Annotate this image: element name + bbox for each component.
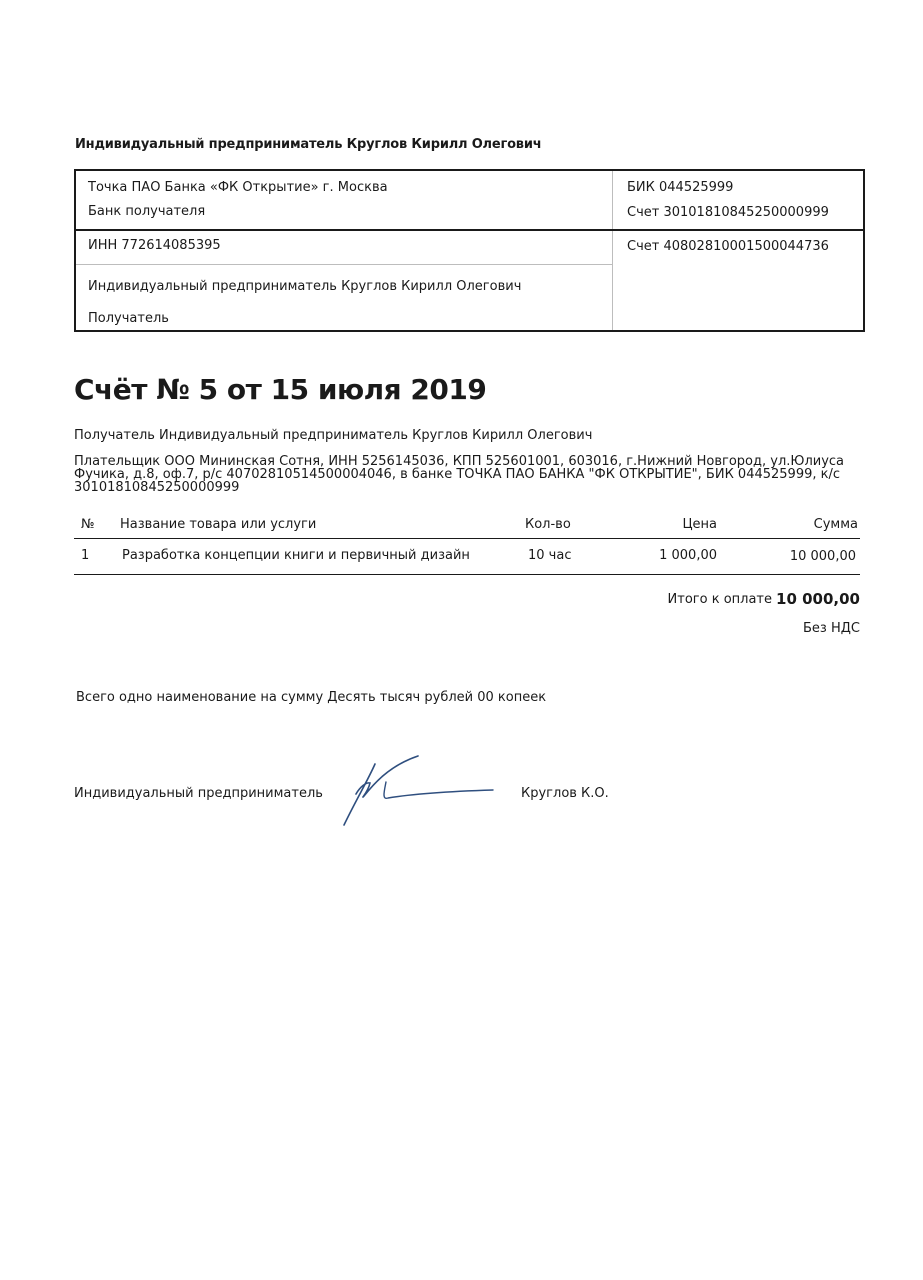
column-header-qty: Кол-во xyxy=(525,517,571,532)
total-value: 10 000,00 xyxy=(776,590,860,608)
recipient-line: Получатель Индивидуальный предприниматель Круглов Кирилл Олегович xyxy=(74,428,593,443)
bank-name: Точка ПАО Банка «ФК Открытие» г. Москва xyxy=(88,180,388,195)
bank-label: Банк получателя xyxy=(88,204,206,219)
row-num: 1 xyxy=(81,548,90,563)
total-label: Итого к оплате xyxy=(667,592,772,607)
table-divider xyxy=(76,229,863,231)
inn-value: ИНН 772614085395 xyxy=(88,238,221,253)
row-sum: 10 000,00 xyxy=(789,549,856,564)
corr-account-value: Счет 30101810845250000999 xyxy=(627,205,829,220)
table-divider xyxy=(76,264,612,265)
bank-details-table xyxy=(74,169,865,332)
column-header-name: Название товара или услуги xyxy=(120,517,317,532)
table-divider xyxy=(612,171,613,330)
signer-role: Индивидуальный предприниматель xyxy=(74,786,323,801)
seller-name-heading: Индивидуальный предприниматель Круглов Кирилл Олегович xyxy=(75,137,542,152)
column-header-sum: Сумма xyxy=(813,517,858,532)
vat-note: Без НДС xyxy=(803,621,860,636)
recipient-label: Получатель xyxy=(88,311,169,326)
row-price: 1 000,00 xyxy=(659,548,717,563)
table-rule xyxy=(74,574,860,575)
invoice-title: Счёт № 5 от 15 июля 2019 xyxy=(74,373,487,406)
row-name: Разработка концепции книги и первичный дизайн xyxy=(122,548,470,563)
row-qty: 10 час xyxy=(528,548,572,563)
handwritten-signature xyxy=(338,752,498,830)
payer-line: Плательщик ООО Мининская Сотня, ИНН 5256145036, КПП 525601001, 603016, г.Нижний Новгород, ул.Юлиуса Фучика, д.8, оф.7, р/с 40702810514500004046, в банке ТОЧКА ПАО БАНКА "ФК ОТКРЫТИЕ", БИК 044525999, к/с 30101810845250000999 xyxy=(74,454,845,495)
amount-in-words: Всего одно наименование на сумму Десять тысяч рублей 00 копеек xyxy=(76,690,547,705)
column-header-num: № xyxy=(81,517,95,532)
bik-value: БИК 044525999 xyxy=(627,180,734,195)
recipient-name: Индивидуальный предприниматель Круглов Кирилл Олегович xyxy=(88,279,522,294)
table-rule xyxy=(74,538,860,539)
signer-name: Круглов К.О. xyxy=(521,786,609,801)
column-header-price: Цена xyxy=(682,517,717,532)
account-value: Счет 40802810001500044736 xyxy=(627,239,829,254)
